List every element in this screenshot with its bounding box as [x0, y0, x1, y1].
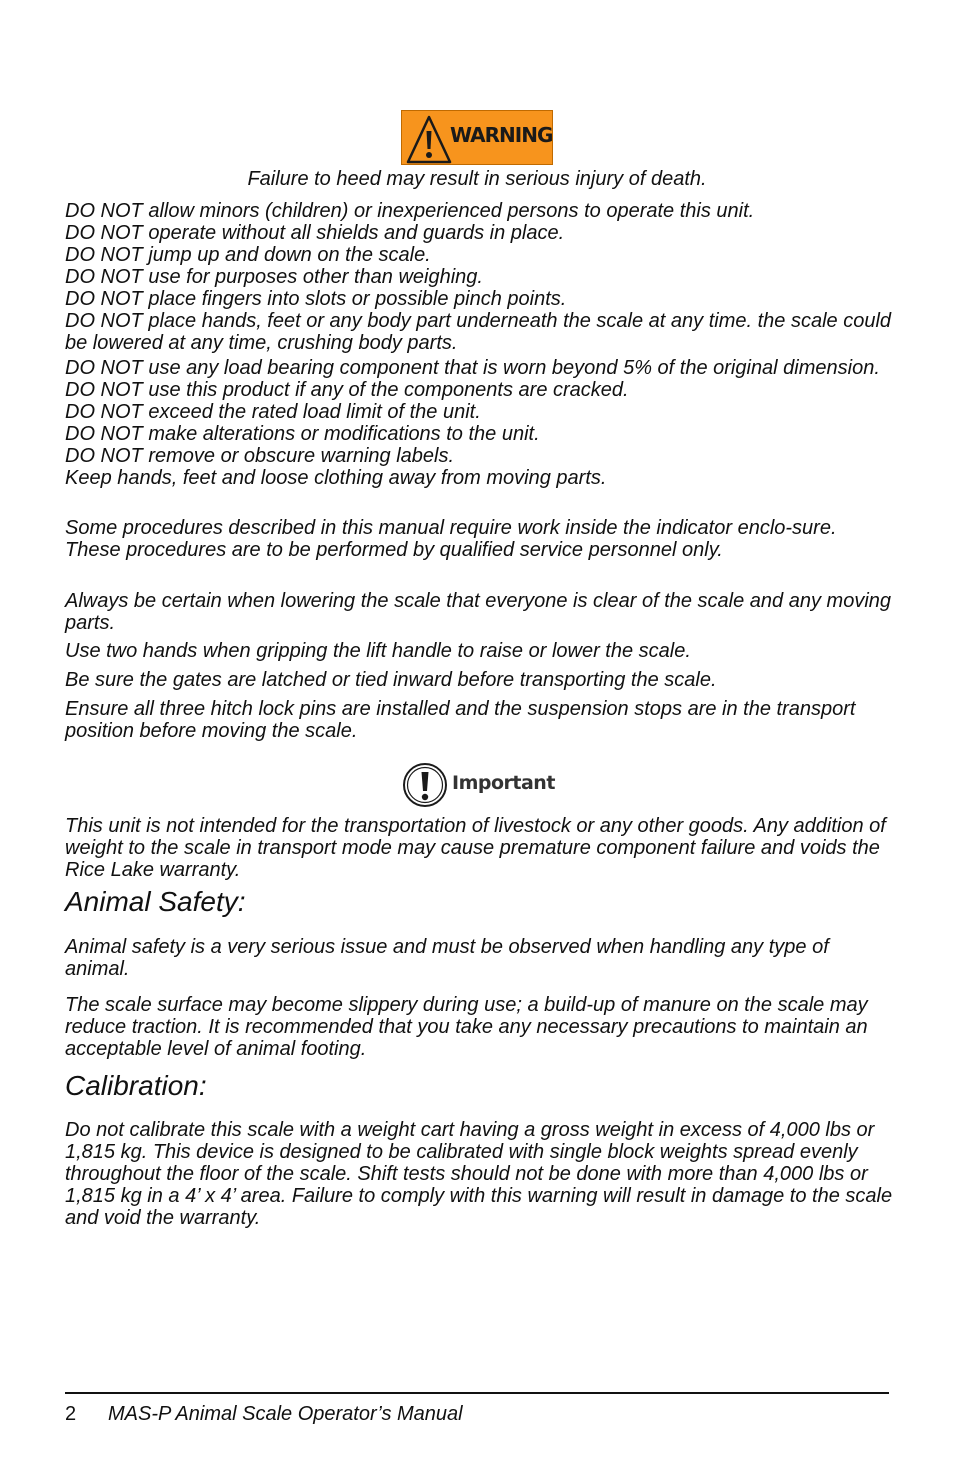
manual-title: MAS-P Animal Scale Operator’s Manual: [108, 1403, 463, 1425]
footer-rule: [65, 1392, 889, 1394]
warning-item: DO NOT operate without all shields and guards in place.: [65, 222, 565, 244]
calibration-heading: Calibration:: [65, 1070, 207, 1101]
page-number: 2: [65, 1403, 77, 1425]
warning-label: WARNING: [450, 123, 553, 147]
warning-item: Some procedures described in this manual require work inside the indicator enclo-sure. These procedures are to be performed by qualified service personnel only.: [65, 517, 837, 561]
important-text: This unit is not intended for the transportation of livestock or any other goods. Any addition of weight to the scale in transport mode may cause premature component failure and voids the Rice Lake warranty.: [65, 815, 886, 881]
warning-item: DO NOT use this product if any of the components are cracked.: [65, 379, 629, 401]
animal-safety-paragraph: The scale surface may become slippery during use; a build-up of manure on the scale may reduce traction. It is recommended that you take any necessary precautions to maintain an acceptable level of animal footing.: [65, 994, 868, 1060]
warning-item: DO NOT make alterations or modifications to the unit.: [65, 423, 540, 445]
warning-item: DO NOT remove or obscure warning labels.: [65, 445, 455, 467]
calibration-paragraph: Do not calibrate this scale with a weight cart having a gross weight in excess of 4,000 lbs or 1,815 kg. This device is designed to be calibrated with single block weights spread evenly throughout the floor of the scale. Shift tests should not be done with more than 4,000 lbs or 1,815 kg in a 4’ x 4’ area. Failure to comply with this warning will result in damage to the scale and void the warranty.: [65, 1119, 893, 1229]
warning-item: DO NOT place fingers into slots or possible pinch points.: [65, 288, 567, 310]
warning-triangle-icon: [406, 114, 452, 164]
animal-safety-paragraph: Animal safety is a very serious issue and must be observed when handling any type of animal.: [65, 936, 829, 980]
warning-item: Keep hands, feet and loose clothing away from moving parts.: [65, 467, 607, 489]
warning-item: DO NOT use any load bearing component that is worn beyond 5% of the original dimension.: [65, 357, 880, 379]
warning-item: DO NOT place hands, feet or any body part underneath the scale at any time. the scale could be lowered at any time, crushing body parts.: [65, 310, 892, 354]
warning-badge: [401, 110, 553, 165]
warning-subtitle: Failure to heed may result in serious injury of death.: [247, 168, 707, 190]
warning-item: Always be certain when lowering the scale that everyone is clear of the scale and any moving parts.: [65, 590, 892, 634]
warning-list-main: [65, 200, 895, 489]
warning-item: DO NOT exceed the rated load limit of the unit.: [65, 401, 481, 423]
warning-item: Use two hands when gripping the lift handle to raise or lower the scale.: [65, 640, 691, 662]
warning-item: Ensure all three hitch lock pins are installed and the suspension stops are in the transport position before moving the scale.: [65, 698, 856, 742]
warning-item: DO NOT allow minors (children) or inexperienced persons to operate this unit.: [65, 200, 755, 222]
warning-item: DO NOT use for purposes other than weighing.: [65, 266, 483, 288]
animal-safety-heading: Animal Safety:: [65, 886, 246, 917]
warning-item: Be sure the gates are latched or tied inward before transporting the scale.: [65, 669, 717, 691]
important-exclamation-icon: [402, 761, 448, 809]
important-badge: [402, 761, 562, 809]
warning-item: DO NOT jump up and down on the scale.: [65, 244, 431, 266]
important-label: Important: [452, 772, 555, 794]
